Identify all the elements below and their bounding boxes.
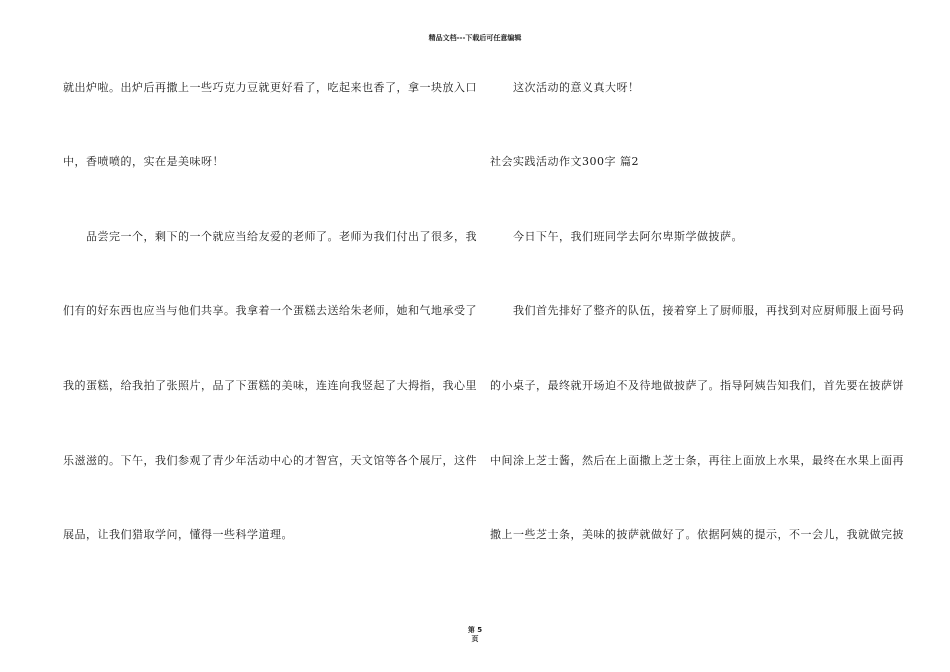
text-line: 中间涂上芝士酱，然后在上面撒上芝士条，再往上面放上水果，最终在水果上面再 — [490, 454, 904, 467]
paragraph-start-line: 品尝完一个，剩下的一个就应当给友爱的老师了。老师为我们付出了很多，我 — [86, 230, 477, 243]
document-header: 精品文档---下载后可任意编辑 — [428, 34, 522, 42]
page-number-suffix: 页 — [471, 635, 479, 643]
right-text-column — [490, 0, 904, 640]
page-number-label: 第 5 — [467, 626, 483, 634]
paragraph-start-line: 今日下午，我们班同学去阿尔卑斯学做披萨。 — [513, 230, 743, 243]
section-heading: 社会实践活动作文300字 篇2 — [490, 155, 639, 168]
text-line: 乐滋滋的。下午，我们参观了青少年活动中心的才智宫，天文馆等各个展厅，这件 — [63, 454, 477, 467]
text-line: 的小桌子，最终就开场迫不及待地做披萨了。指导阿姨告知我们，首先要在披萨饼 — [490, 379, 904, 392]
paragraph-start-line: 我们首先排好了整齐的队伍，接着穿上了厨师服，再找到对应厨师服上面号码 — [513, 304, 904, 317]
text-line: 们有的好东西也应当与他们共享。我拿着一个蛋糕去送给朱老师，她和气地承受了 — [63, 304, 477, 317]
text-line: 展品，让我们猎取学问，懂得一些科学道理。 — [63, 528, 293, 541]
text-line: 这次活动的意义真大呀！ — [513, 81, 640, 94]
text-line: 我的蛋糕，给我拍了张照片，品了下蛋糕的美味，连连向我竖起了大拇指，我心里 — [63, 379, 477, 392]
text-line: 中，香喷喷的，实在是美味呀！ — [63, 155, 224, 168]
page-number — [0, 626, 950, 644]
text-line: 就出炉啦。出炉后再撒上一些巧克力豆就更好看了，吃起来也香了，拿一块放入口 — [63, 81, 477, 94]
text-line: 撒上一些芝士条，美味的披萨就做好了。依据阿姨的提示，不一会儿，我就做完披 — [490, 528, 904, 541]
